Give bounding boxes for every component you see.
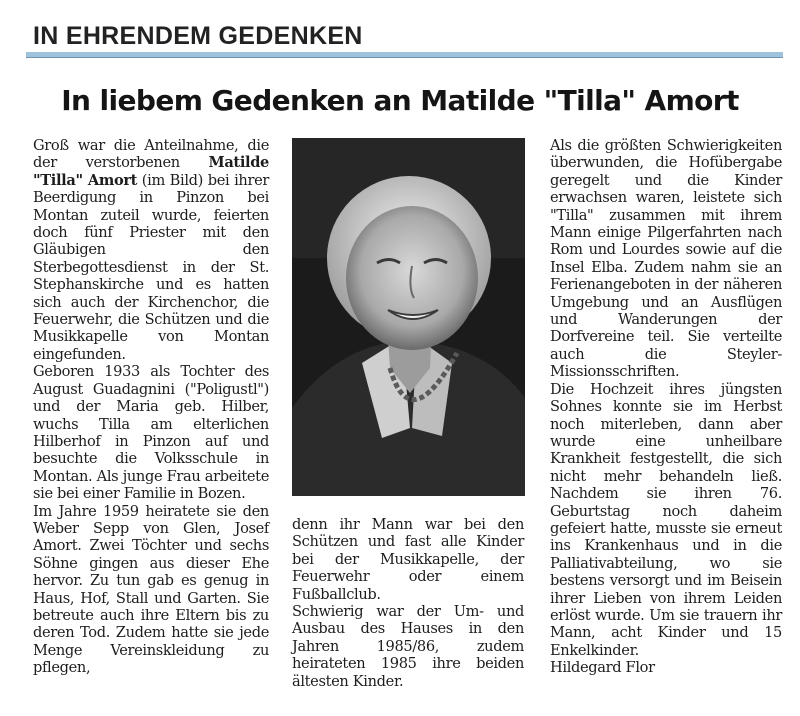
paragraph <box>33 503 269 677</box>
headline: In liebem Gedenken an Matilde "Tilla" Amort <box>61 84 739 117</box>
article-column-3 <box>550 137 782 677</box>
paragraph <box>33 363 269 502</box>
paragraph-text: Als die größten Schwierigkeiten überwunden, die Hofübergabe geregelt und die Kinder erwachsen waren, leistete sich "Tilla" zusammen mit ihrem Mann einige Pilgerfahrten nach Rom und Lourdes sowie auf die Insel Elba. Zudem nahm sie an Ferienangeboten in der näheren Umgebung und an Ausflügen und Wanderungen der Dorfvereine teil. Sie verteilte auch die Steyler-Missionsschriften. <box>550 137 782 381</box>
section-rule <box>26 52 783 58</box>
article-column-1 <box>33 137 269 677</box>
author-signature: Hildegard Flor <box>550 659 655 677</box>
paragraph-text: Die Hochzeit ihres jüngsten Sohnes konnte sie im Herbst noch miterleben, dann aber wurde eine unheilbare Krankheit festgestellt, die sich nicht mehr behandeln ließ. Nachdem sie ihren 76. Geburtstag noch daheim gefeiert hatte, musste sie erneut ins Krankenhaus und in die Palliativabteilung, wo sie bestens versorgt und im Beisein ihrer Lieben von ihrem Leiden erlöst wurde. Um sie trauern ihr Mann, acht Kinder und 15 Enkelkinder. <box>550 380 782 659</box>
paragraph-text: Im Jahre 1959 heiratete sie den Weber Sepp von Glen, Josef Amort. Zwei Töchter und sechs Söhne gingen aus dieser Ehe hervor. Zu tun gab es genug in Haus, Hof, Stall und Garten. Sie betreute auch ihre Eltern bis zu deren Tod. Zudem hatte sie jede Menge Vereinskleidung zu pflegen, <box>33 502 269 677</box>
portrait-photo-icon <box>292 138 525 496</box>
paragraph-text: Groß war die Anteilnahme, die der verstorbenen <box>33 137 269 172</box>
paragraph-text: Schwierig war der Um- und Ausbau des Hauses in den Jahren 1985/86, zudem heirateten 1985 ihre beiden ältesten Kinder. <box>292 603 524 690</box>
paragraph <box>550 137 782 381</box>
paragraph-text: (im Bild) bei ihrer Beerdigung in Pinzon bei Montan zuteil wurde, feierten doch fünf Priester mit den Gläubigen den Sterbegottesdienst in der St. Stephanskirche und es hatten sich auch der Kirchenchor, die Feuerwehr, die Schützen und die Musikkapelle von Montan eingefunden. <box>33 171 269 363</box>
bold-name-text: Matilde "Tilla" Amort <box>33 154 269 189</box>
paragraph-text: Geboren 1933 als Tochter des August Guadagnini ("Poligustl") und der Maria geb. Hilber, wuchs Tilla am elterlichen Hilberhof in Pinzon auf und besuchte die Volksschule in Montan. Als junge Frau arbeitete sie bei einer Familie in Bozen. <box>33 363 269 503</box>
paragraph <box>33 137 269 363</box>
portrait-photo-drawing <box>292 138 525 496</box>
paragraph <box>292 516 524 603</box>
paragraph <box>292 603 524 690</box>
paragraph-text: denn ihr Mann war bei den Schützen und fast alle Kinder bei der Musikkapelle, der Feuerwehr oder einem Fußballclub. <box>292 516 524 603</box>
section-title: IN EHRENDEM GEDENKEN <box>33 22 363 50</box>
paragraph <box>550 381 782 660</box>
article-column-2 <box>292 516 524 690</box>
